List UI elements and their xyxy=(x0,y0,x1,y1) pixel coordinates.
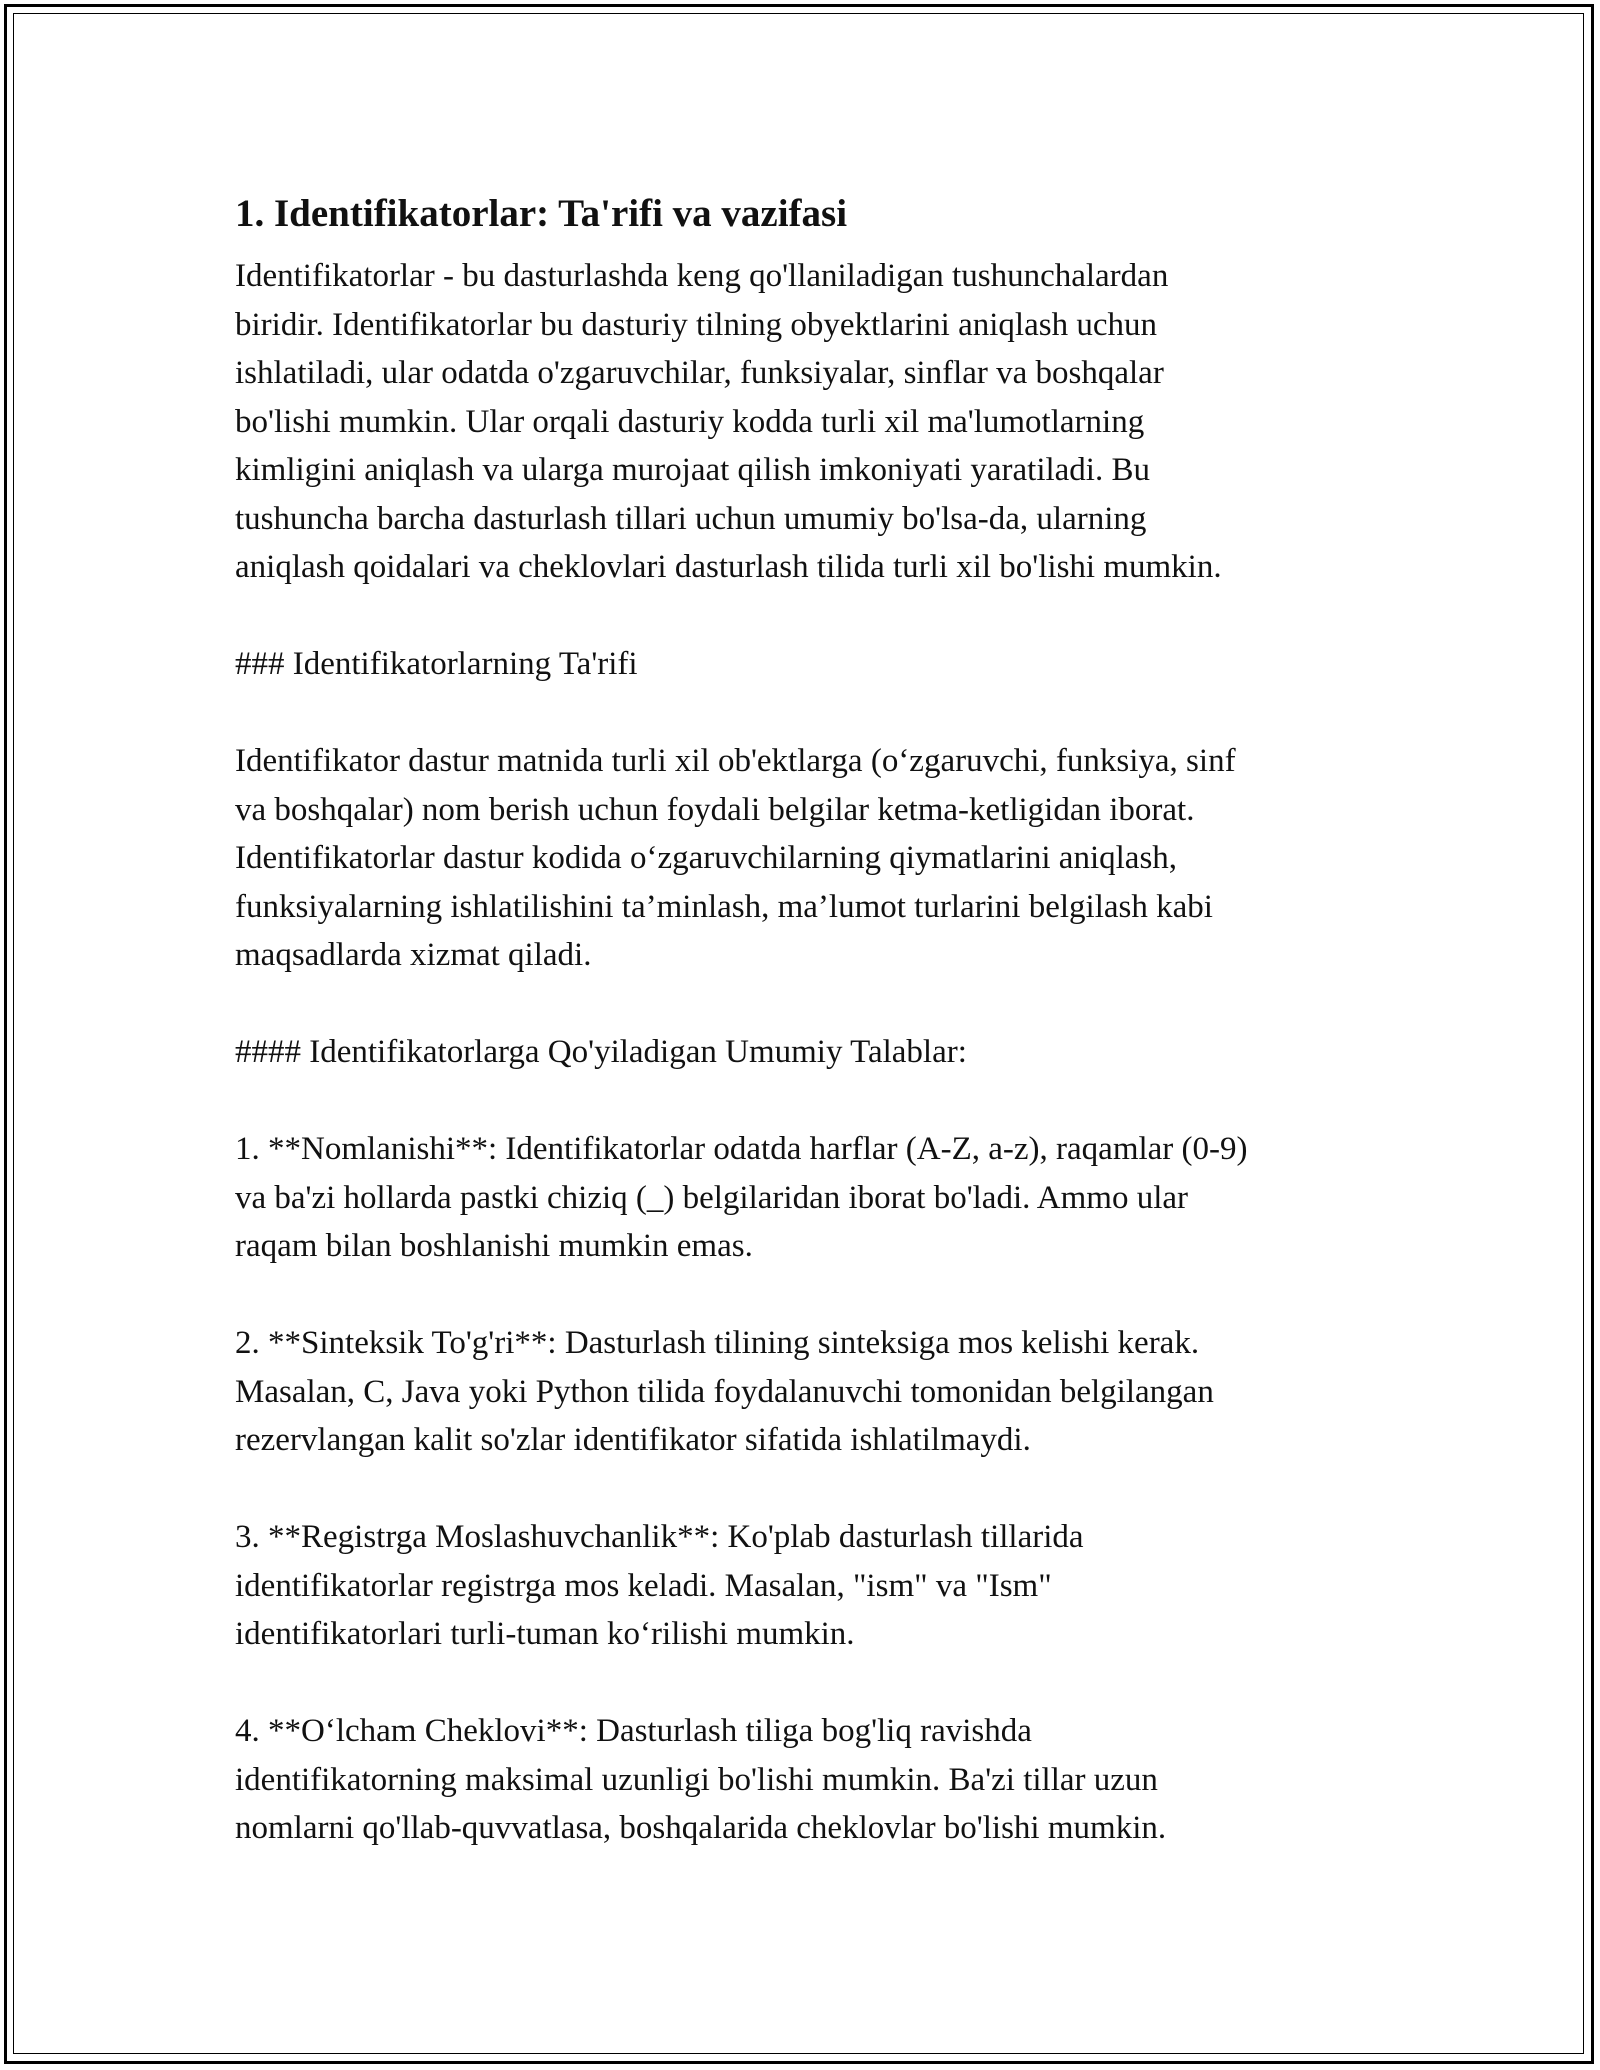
subheading-definition: ### Identifikatorlarning Ta'rifi xyxy=(235,646,638,682)
text-line: va ba'zi hollarda pastki chiziq (_) belgilaridan iborat bo'ladi. Ammo ular xyxy=(235,1179,1189,1216)
text-line: tushuncha barcha dasturlash tillari uchun umumiy bo'lsa-da, ularning xyxy=(235,500,1147,537)
spacer xyxy=(235,1465,1375,1514)
spacer xyxy=(235,689,1375,738)
text-line: 2. **Sinteksik To'g'ri**: Dasturlash tilining sinteksiga mos kelishi kerak. xyxy=(235,1325,1200,1361)
spacer xyxy=(235,1271,1375,1320)
text-line: 1. **Nomlanishi**: Identifikatorlar odatda harflar (A-Z, a-z), raqamlar (0-9) xyxy=(235,1131,1248,1167)
text-line: va boshqalar) nom berish uchun foydali belgilar ketma-ketligidan iborat. xyxy=(235,791,1195,828)
text-line: funksiyalarning ishlatilishini ta’minlash, ma’lumot turlarini belgilash kabi xyxy=(235,888,1213,925)
text-line: biridir. Identifikatorlar bu dasturiy tilning obyektlarini aniqlash uchun xyxy=(235,306,1157,343)
text-line: bo'lishi mumkin. Ular orqali dasturiy kodda turli xil ma'lumotlarning xyxy=(235,403,1145,440)
definition-paragraph xyxy=(235,737,1375,980)
text-line: nomlarni qo'llab-quvvatlasa, boshqalarida cheklovlar bo'lishi mumkin. xyxy=(235,1810,1167,1846)
list-item-naming xyxy=(235,1125,1375,1271)
list-item-syntax xyxy=(235,1319,1375,1465)
spacer xyxy=(235,980,1375,1029)
text-line: ishlatiladi, ular odatda o'zgaruvchilar, funksiyalar, sinflar va boshqalar xyxy=(235,355,1164,391)
text-line: Masalan, C, Java yoki Python tilida foydalanuvchi tomonidan belgilangan xyxy=(235,1373,1214,1410)
list-item-length-limit xyxy=(235,1707,1375,1853)
intro-paragraph xyxy=(235,252,1375,592)
text-line: Identifikatorlar - bu dasturlashda keng qo'llaniladigan tushunchalardan xyxy=(235,258,1169,294)
text-line: kimligini aniqlash va ularga murojaat qilish imkoniyati yaratiladi. Bu xyxy=(235,452,1150,488)
text-line: aniqlash qoidalari va cheklovlari dasturlash tilida turli xil bo'lishi mumkin. xyxy=(235,549,1222,585)
subheading-requirements: #### Identifikatorlarga Qo'yiladigan Umumiy Talablar: xyxy=(235,1034,967,1070)
spacer xyxy=(235,1077,1375,1126)
text-line: identifikatorlar registrga mos keladi. Masalan, "ism" va "Ism" xyxy=(235,1567,1052,1604)
text-line: rezervlangan kalit so'zlar identifikator sifatida ishlatilmaydi. xyxy=(235,1422,1031,1458)
document-title: 1. Identifikatorlar: Ta'rifi va vazifasi xyxy=(235,192,848,235)
spacer xyxy=(235,1659,1375,1708)
text-line: identifikatorlari turli-tuman ko‘rilishi mumkin. xyxy=(235,1616,855,1652)
text-line: raqam bilan boshlanishi mumkin emas. xyxy=(235,1228,753,1264)
text-line: Identifikator dastur matnida turli xil ob'ektlarga (o‘zgaruvchi, funksiya, sinf xyxy=(235,743,1236,779)
document-body xyxy=(235,186,1375,1853)
text-line: 4. **O‘lcham Cheklovi**: Dasturlash tiliga bog'liq ravishda xyxy=(235,1713,1032,1749)
text-line: maqsadlarda xizmat qiladi. xyxy=(235,937,592,973)
text-line: 3. **Registrga Moslashuvchanlik**: Ko'plab dasturlash tillarida xyxy=(235,1519,1084,1555)
text-line: identifikatorning maksimal uzunligi bo'lishi mumkin. Ba'zi tillar uzun xyxy=(235,1761,1158,1798)
spacer xyxy=(235,592,1375,641)
text-line: Identifikatorlar dastur kodida o‘zgaruvchilarning qiymatlarini aniqlash, xyxy=(235,840,1178,876)
list-item-case-sensitivity xyxy=(235,1513,1375,1659)
